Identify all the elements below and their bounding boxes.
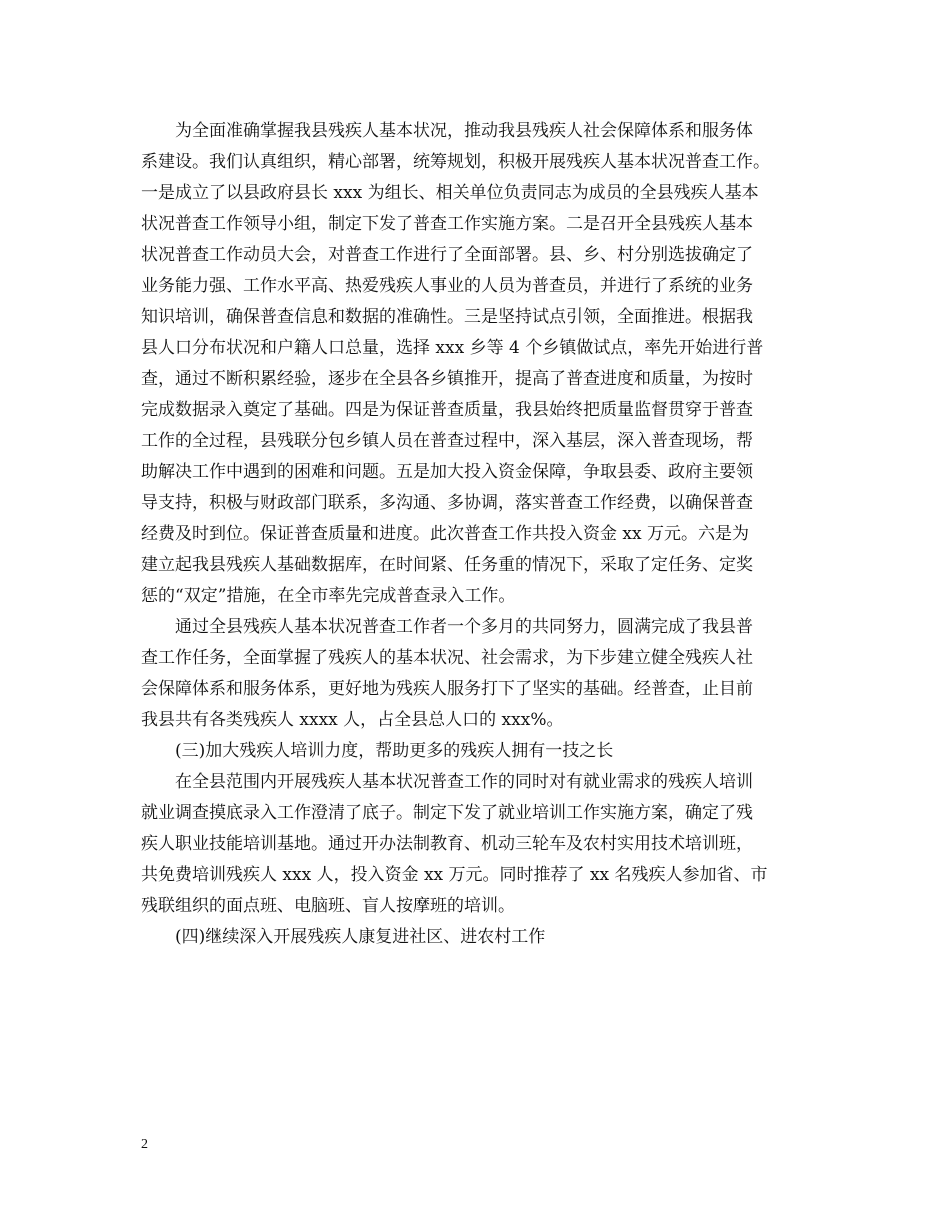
text-line: 建立起我县残疾人基础数据库，在时间紧、任务重的情况下，采取了定任务、定奖 [141,555,753,575]
text-line: 工作的全过程，县残联分包乡镇人员在普查过程中，深入基层，深入普查现场，帮 [141,431,753,451]
text-line: 残联组织的面点班、电脑班、盲人按摩班的培训。 [141,896,515,916]
text-line: 疾人职业技能培训基地。通过开办法制教育、机动三轮车及农村实用技术培训班， [141,834,753,854]
text-line: 县人口分布状况和户籍人口总量，选择 xxx 乡等 4 个乡镇做试点，率先开始进行普 [141,338,764,358]
text-line: 业务能力强、工作水平高、热爱残疾人事业的人员为普查员，并进行了系统的业务 [141,276,753,296]
text-line: 共免费培训残疾人 xxx 人，投入资金 xx 万元。同时推荐了 xx 名残疾人参加省、市 [141,865,768,885]
text-line: 我县共有各类残疾人 xxxx 人，占全县总人口的 xxx%。 [141,710,564,730]
text-line: (四)继续深入开展残疾人康复进社区、进农村工作 [175,927,546,947]
text-line: 在全县范围内开展残疾人基本状况普查工作的同时对有就业需求的残疾人培训 [175,772,753,792]
text-line: 知识培训，确保普查信息和数据的准确性。三是坚持试点引领，全面推进。根据我 [141,307,753,327]
text-line: 为全面准确掌握我县残疾人基本状况，推动我县残疾人社会保障体系和服务体 [175,121,753,141]
text-line: 助解决工作中遇到的困难和问题。五是加大投入资金保障，争取县委、政府主要领 [141,462,753,482]
text-line: 就业调查摸底录入工作澄清了底子。制定下发了就业培训工作实施方案，确定了残 [141,803,753,823]
body-text [141,116,811,953]
text-line: 查工作任务，全面掌握了残疾人的基本状况、社会需求，为下步建立健全残疾人社 [141,648,753,668]
text-line: 系建设。我们认真组织，精心部署，统筹规划，积极开展残疾人基本状况普查工作。 [141,152,770,172]
text-line: 完成数据录入奠定了基础。四是为保证普查质量，我县始终把质量监督贯穿于普查 [141,400,753,420]
text-line: 导支持，积极与财政部门联系，多沟通、多协调，落实普查工作经费，以确保普查 [141,493,753,513]
text-line: 查，通过不断积累经验，逐步在全县各乡镇推开，提高了普查进度和质量，为按时 [141,369,753,389]
text-line: 通过全县残疾人基本状况普查工作者一个多月的共同努力，圆满完成了我县普 [175,617,753,637]
page-number: 2 [141,1137,148,1152]
text-line: 一是成立了以县政府县长 xxx 为组长、相关单位负责同志为成员的全县残疾人基本 [141,183,759,203]
text-line: 经费及时到位。保证普查质量和进度。此次普查工作共投入资金 xx 万元。六是为 [141,524,749,544]
text-line: 状况普查工作领导小组，制定下发了普查工作实施方案。二是召开全县残疾人基本 [141,214,753,234]
text-line: 惩的“双定”措施，在全市率先完成普查录入工作。 [141,586,516,606]
text-line: 会保障体系和服务体系，更好地为残疾人服务打下了坚实的基础。经普查，止目前 [141,679,753,699]
text-line: (三)加大残疾人培训力度，帮助更多的残疾人拥有一技之长 [175,741,614,761]
text-line: 状况普查工作动员大会，对普查工作进行了全面部署。县、乡、村分别选拔确定了 [141,245,753,265]
